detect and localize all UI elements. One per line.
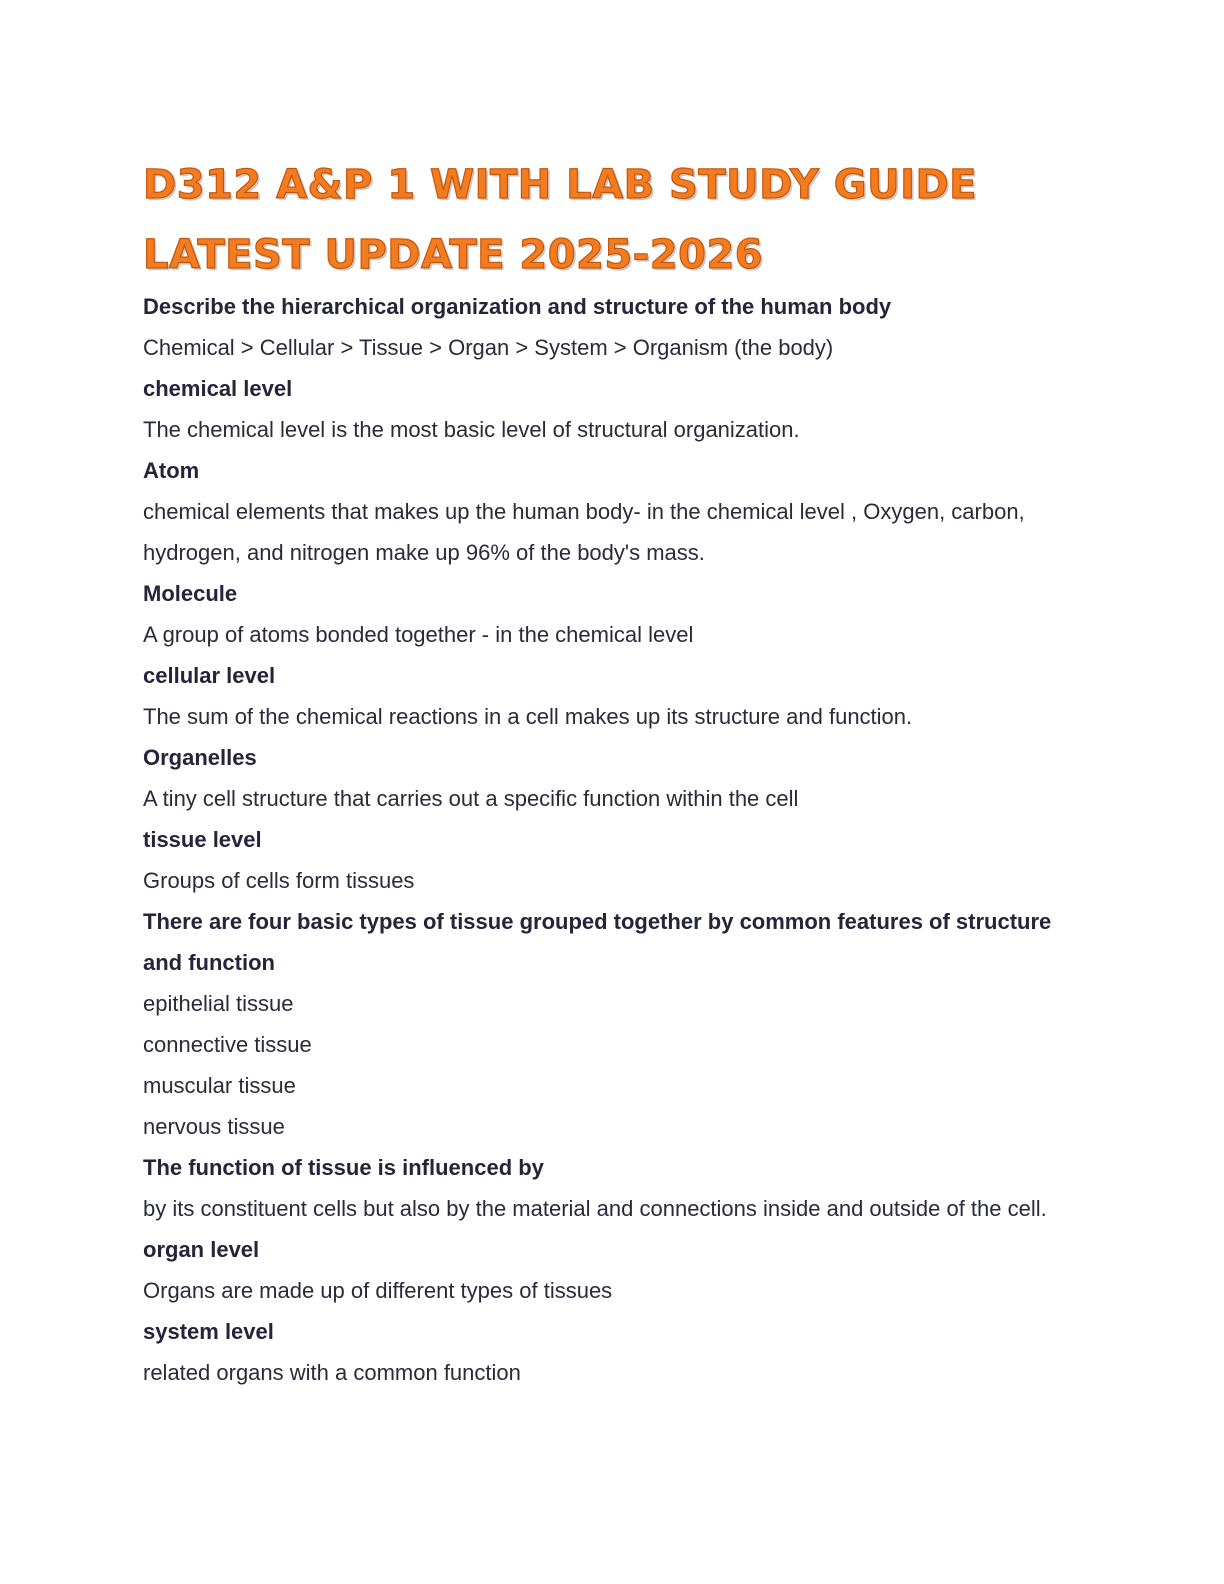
answer-tissue-type-epithelial: epithelial tissue [143,991,294,1016]
question-cellular-level: cellular level [143,663,276,688]
answer-tissue-type-connective: connective tissue [143,1032,312,1057]
answer-tissue-function: by its constituent cells but also by the material and connections inside and outside of the cell. [143,1196,1047,1221]
question-tissue-types: There are four basic types of tissue grouped together by common features of structure and function [143,909,1052,975]
answer-tissue-level: Groups of cells form tissues [143,868,415,893]
question-organelles: Organelles [143,745,257,770]
answer-organ-level: Organs are made up of different types of tissues [143,1278,613,1303]
answer-tissue-type-muscular: muscular tissue [143,1073,296,1098]
question-atom: Atom [143,458,200,483]
title-line-2: LATEST UPDATE 2025-2026 [143,232,764,278]
question-chemical-level: chemical level [143,376,293,401]
answer-cellular-level: The sum of the chemical reactions in a cell makes up its structure and function. [143,704,913,729]
question-tissue-function: The function of tissue is influenced by [143,1155,544,1180]
study-guide-content [143,286,1063,1393]
question-molecule: Molecule [143,581,238,606]
document-title [143,150,1063,290]
answer-organelles: A tiny cell structure that carries out a specific function within the cell [143,786,799,811]
question-organ-level: organ level [143,1237,260,1262]
document-page [143,150,1063,1393]
question-hierarchical-organization: Describe the hierarchical organization and structure of the human body [143,294,892,319]
answer-tissue-type-nervous: nervous tissue [143,1114,285,1139]
title-line-1: D312 A&P 1 WITH LAB STUDY GUIDE [143,162,977,208]
answer-molecule: A group of atoms bonded together - in the chemical level [143,622,694,647]
question-system-level: system level [143,1319,274,1344]
answer-hierarchical-organization: Chemical > Cellular > Tissue > Organ > System > Organism (the body) [143,335,834,360]
answer-system-level: related organs with a common function [143,1360,521,1385]
question-tissue-level: tissue level [143,827,262,852]
answer-chemical-level: The chemical level is the most basic level of structural organization. [143,417,800,442]
answer-atom: chemical elements that makes up the human body- in the chemical level , Oxygen, carbon, hydrogen, and nitrogen make up 96% of the body's mass. [143,499,1025,565]
